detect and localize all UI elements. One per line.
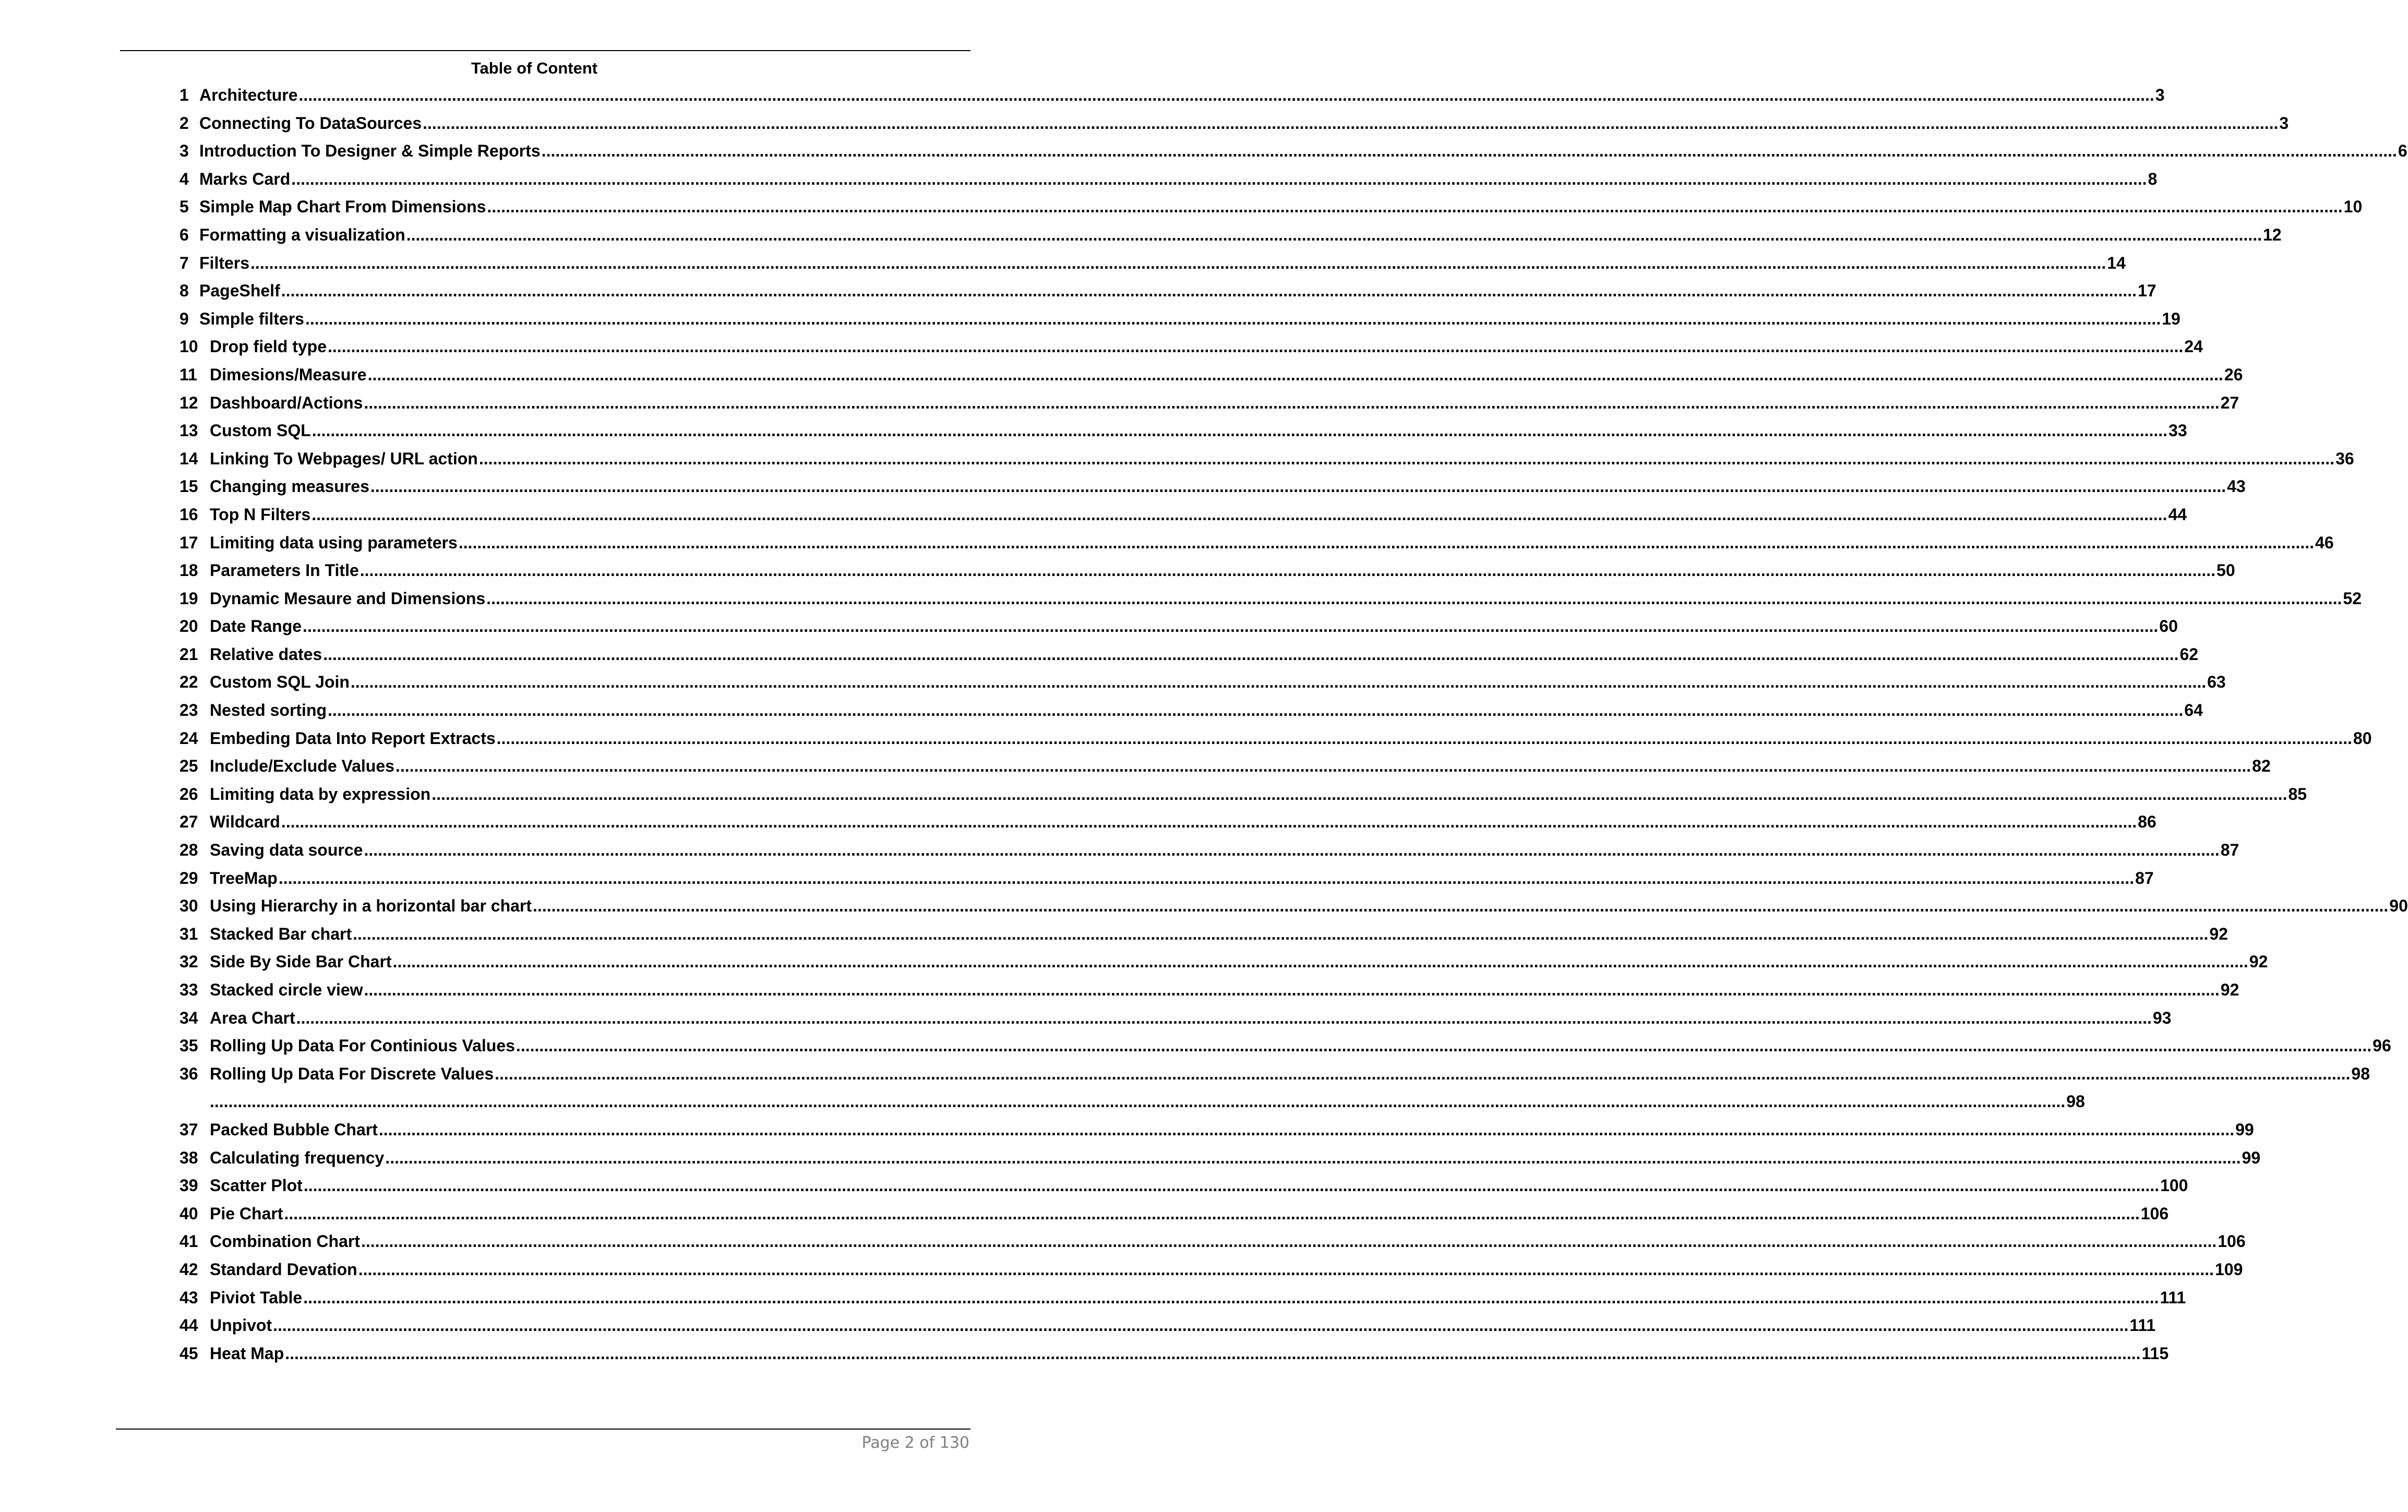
toc-dot-leader: ................................................................................................................................................................................................................................................................................................................................................................................................................ xyxy=(385,1148,2241,1167)
toc-entry[interactable] xyxy=(179,588,2362,616)
toc-entry-title: Piviot Table xyxy=(210,1288,303,1307)
toc-entry-title: Top N Filters xyxy=(210,505,311,524)
toc-dot-leader: ................................................................................................................................................................................................................................................................................................................................................................................................................ xyxy=(370,477,2226,496)
toc-entry[interactable] xyxy=(179,868,2154,896)
toc-entry-page: 96 xyxy=(2373,1036,2391,1055)
toc-entry-title: Custom SQL xyxy=(210,421,311,440)
toc-entry[interactable] xyxy=(179,979,2239,1007)
toc-entry[interactable] xyxy=(179,253,2126,281)
toc-entry-page: 90 xyxy=(2389,896,2408,916)
toc-entry[interactable] xyxy=(179,1119,2254,1147)
toc-entry[interactable] xyxy=(179,951,2268,979)
toc-entry-page: 106 xyxy=(2140,1204,2169,1223)
toc-entry-title: Heat Map xyxy=(210,1343,284,1363)
toc-dot-leader: ................................................................................................................................................................................................................................................................................................................................................................................................................ xyxy=(285,1343,2141,1363)
toc-entry-title: PageShelf xyxy=(199,281,280,301)
toc-dot-leader: ................................................................................................................................................................................................................................................................................................................................................................................................................ xyxy=(281,281,2137,301)
toc-entry[interactable] xyxy=(179,280,2157,308)
toc-entry-page: 86 xyxy=(2138,812,2157,832)
toc-dot-leader: ................................................................................................................................................................................................................................................................................................................................................................................................................ xyxy=(303,1176,2160,1195)
toc-entry-title: Embeding Data Into Report Extracts xyxy=(210,728,496,748)
toc-dot-leader: ................................................................................................................................................................................................................................................................................................................................................................................................................ xyxy=(516,1036,2372,1055)
toc-entry-page: 36 xyxy=(2335,449,2354,468)
toc-entry-number: 6 xyxy=(179,225,189,244)
toc-entry[interactable] xyxy=(179,728,2372,756)
toc-entry-number: 25 xyxy=(179,757,198,776)
toc-entry-title: Limiting data by expression xyxy=(210,784,431,803)
toc-dot-leader: ................................................................................................................................................................................................................................................................................................................................................................................................................ xyxy=(328,701,2184,720)
toc-list xyxy=(179,85,2408,1371)
toc-entry-number: 37 xyxy=(179,1120,198,1139)
toc-entry-page: 99 xyxy=(2235,1120,2254,1139)
toc-entry-number: 31 xyxy=(179,924,198,943)
toc-dot-leader: ................................................................................................................................................................................................................................................................................................................................................................................................................ xyxy=(303,617,2159,636)
toc-entry[interactable] xyxy=(179,196,2363,224)
toc-dot-leader: ................................................................................................................................................................................................................................................................................................................................................................................................................ xyxy=(378,1120,2235,1139)
toc-entry[interactable] xyxy=(179,1007,2172,1036)
footer-rule xyxy=(116,1429,971,1430)
toc-entry-page: 87 xyxy=(2135,868,2154,887)
toc-entry-page: 44 xyxy=(2168,505,2187,524)
toc-entry-title: Dynamic Mesaure and Dimensions xyxy=(210,589,486,608)
toc-entry-page: 106 xyxy=(2218,1232,2246,1251)
toc-entry-title: Marks Card xyxy=(199,169,291,188)
toc-entry-title: Rolling Up Data For Continious Values xyxy=(210,1036,515,1055)
toc-dot-leader: ................................................................................................................................................................................................................................................................................................................................................................................................................ xyxy=(458,533,2315,552)
toc-entry-title: Relative dates xyxy=(210,644,322,664)
toc-entry-page: 46 xyxy=(2315,533,2334,552)
toc-entry[interactable] xyxy=(179,224,2282,253)
toc-dot-leader: ................................................................................................................................................................................................................................................................................................................................................................................................................ xyxy=(432,784,2287,803)
toc-entry-page: 52 xyxy=(2343,589,2362,608)
toc-entry-page: 111 xyxy=(2129,1316,2156,1335)
toc-entry[interactable] xyxy=(179,1259,2243,1287)
toc-entry[interactable] xyxy=(179,1203,2169,1231)
toc-dot-leader: ................................................................................................................................................................................................................................................................................................................................................................................................................ xyxy=(298,86,2154,104)
toc-entry-number: 41 xyxy=(179,1232,198,1251)
toc-entry-number: 8 xyxy=(179,281,189,301)
toc-entry-title: Area Chart xyxy=(210,1008,295,1027)
toc-entry-number: 40 xyxy=(179,1204,198,1223)
toc-dot-leader: ................................................................................................................................................................................................................................................................................................................................................................................................................ xyxy=(406,225,2262,244)
toc-entry-number: 22 xyxy=(179,673,198,692)
toc-entry-page: 99 xyxy=(2242,1148,2261,1167)
toc-entry-number: 17 xyxy=(179,533,198,552)
toc-entry-title: Date Range xyxy=(210,617,302,636)
toc-entry[interactable] xyxy=(179,1091,2085,1119)
toc-entry[interactable] xyxy=(179,644,2199,672)
toc-dot-leader: ................................................................................................................................................................................................................................................................................................................................................................................................................ xyxy=(360,561,2216,580)
toc-entry[interactable] xyxy=(179,1063,2370,1091)
toc-entry-number: 45 xyxy=(179,1343,198,1363)
toc-entry-page: 100 xyxy=(2160,1176,2188,1195)
toc-entry[interactable] xyxy=(179,784,2307,812)
page-number: Page 2 of 130 xyxy=(861,1434,969,1452)
toc-entry-number: 5 xyxy=(179,197,189,217)
toc-entry-page: 115 xyxy=(2141,1343,2169,1363)
toc-dot-leader: ................................................................................................................................................................................................................................................................................................................................................................................................................ xyxy=(364,980,2220,999)
toc-entry-title: Simple filters xyxy=(199,309,304,328)
toc-dot-leader: ................................................................................................................................................................................................................................................................................................................................................................................................................ xyxy=(364,393,2220,412)
toc-dot-leader: ................................................................................................................................................................................................................................................................................................................................................................................................................ xyxy=(395,757,2251,776)
toc-entry-number: 13 xyxy=(179,421,198,440)
toc-entry-page: 109 xyxy=(2214,1259,2243,1279)
toc-entry-title: Architecture xyxy=(199,86,298,104)
toc-dot-leader: ................................................................................................................................................................................................................................................................................................................................................................................................................ xyxy=(291,169,2147,188)
toc-dot-leader: ................................................................................................................................................................................................................................................................................................................................................................................................................ xyxy=(273,1316,2129,1335)
toc-entry-number: 1 xyxy=(179,86,189,104)
toc-entry[interactable] xyxy=(179,420,2187,448)
toc-dot-leader: ................................................................................................................................................................................................................................................................................................................................................................................................................ xyxy=(305,309,2161,328)
toc-entry-page: 10 xyxy=(2343,197,2363,217)
toc-entry[interactable] xyxy=(179,169,2158,197)
toc-entry-title: Stacked circle view xyxy=(210,980,363,999)
toc-entry-title: Custom SQL Join xyxy=(210,673,350,692)
toc-entry-title: Unpivot xyxy=(210,1316,272,1335)
header-rule xyxy=(120,50,971,51)
toc-entry[interactable] xyxy=(179,1343,2169,1371)
toc-entry-page: 87 xyxy=(2220,841,2239,860)
toc-dot-leader: ................................................................................................................................................................................................................................................................................................................................................................................................................ xyxy=(303,1288,2159,1307)
toc-entry[interactable] xyxy=(179,476,2246,504)
toc-entry[interactable] xyxy=(179,811,2157,839)
toc-entry-title: Packed Bubble Chart xyxy=(210,1120,378,1139)
toc-entry-number: 3 xyxy=(179,141,189,161)
toc-dot-leader: ................................................................................................................................................................................................................................................................................................................................................................................................................ xyxy=(364,841,2220,860)
toc-entry-number: 15 xyxy=(179,477,198,496)
toc-dot-leader: ................................................................................................................................................................................................................................................................................................................................................................................................................ xyxy=(478,449,2335,468)
toc-dot-leader: ................................................................................................................................................................................................................................................................................................................................................................................................................ xyxy=(296,1008,2152,1027)
toc-entry-page: 27 xyxy=(2220,393,2239,412)
toc-entry-page: 60 xyxy=(2159,617,2178,636)
toc-entry-number: 33 xyxy=(179,980,198,999)
toc-entry-page: 98 xyxy=(2351,1064,2370,1083)
toc-entry-number: 29 xyxy=(179,868,198,887)
toc-entry-number: 23 xyxy=(179,701,198,720)
toc-entry-title: Side By Side Bar Chart xyxy=(210,952,392,971)
toc-dot-leader: ................................................................................................................................................................................................................................................................................................................................................................................................................ xyxy=(312,505,2167,524)
toc-entry[interactable] xyxy=(179,923,2228,952)
toc-entry-title: Drop field type xyxy=(210,337,327,356)
toc-dot-leader: ................................................................................................................................................................................................................................................................................................................................................................................................................ xyxy=(312,421,2168,440)
toc-entry-page: 3 xyxy=(2155,86,2165,104)
toc-entry-page: 62 xyxy=(2179,644,2199,664)
toc-entry-number: 27 xyxy=(179,812,198,832)
toc-entry-title: Changing measures xyxy=(210,477,369,496)
toc-entry-title: Calculating frequency xyxy=(210,1148,385,1167)
toc-entry-page: 64 xyxy=(2184,701,2203,720)
toc-entry-title: Dashboard/Actions xyxy=(210,393,363,412)
toc-entry-title: Pie Chart xyxy=(210,1204,283,1223)
toc-entry-title: Stacked Bar chart xyxy=(210,924,352,943)
toc-entry-page: 3 xyxy=(2279,113,2289,133)
toc-entry-title: Include/Exclude Values xyxy=(210,757,394,776)
toc-dot-leader: ................................................................................................................................................................................................................................................................................................................................................................................................................ xyxy=(358,1259,2214,1279)
toc-entry-page: 111 xyxy=(2160,1288,2186,1307)
toc-entry[interactable] xyxy=(179,504,2187,532)
toc-dot-leader: ................................................................................................................................................................................................................................................................................................................................................................................................................ xyxy=(323,644,2179,664)
toc-entry-number: 7 xyxy=(179,253,189,272)
toc-dot-leader: ................................................................................................................................................................................................................................................................................................................................................................................................................ xyxy=(496,728,2352,748)
toc-entry-page: 43 xyxy=(2227,477,2246,496)
toc-entry[interactable] xyxy=(179,140,2407,169)
toc-entry[interactable] xyxy=(179,1147,2261,1175)
toc-entry[interactable] xyxy=(179,364,2243,392)
toc-entry-title: Standard Devation xyxy=(210,1259,357,1279)
toc-entry-number: 36 xyxy=(179,1064,198,1083)
toc-dot-leader: ................................................................................................................................................................................................................................................................................................................................................................................................................ xyxy=(392,952,2248,971)
toc-entry-page: 93 xyxy=(2152,1008,2172,1027)
toc-dot-leader: ................................................................................................................................................................................................................................................................................................................................................................................................................ xyxy=(361,1232,2217,1251)
toc-entry-number: 10 xyxy=(179,337,198,356)
toc-entry-page: 85 xyxy=(2288,784,2307,803)
toc-dot-leader: ................................................................................................................................................................................................................................................................................................................................................................................................................ xyxy=(353,924,2209,943)
toc-entry-title: Rolling Up Data For Discrete Values xyxy=(210,1064,494,1083)
toc-entry-title: Parameters In Title xyxy=(210,561,359,580)
toc-dot-leader: ................................................................................................................................................................................................................................................................................................................................................................................................................ xyxy=(486,589,2342,608)
toc-title: Table of Content xyxy=(471,59,598,77)
toc-entry-number: 44 xyxy=(179,1316,198,1335)
toc-entry-page: 6 xyxy=(2398,141,2407,161)
toc-entry[interactable] xyxy=(179,1287,2186,1315)
toc-entry-number: 30 xyxy=(179,896,198,916)
toc-dot-leader: ................................................................................................................................................................................................................................................................................................................................................................................................................ xyxy=(210,1092,2066,1111)
toc-entry[interactable] xyxy=(179,560,2235,588)
toc-dot-leader: ................................................................................................................................................................................................................................................................................................................................................................................................................ xyxy=(495,1064,2351,1083)
toc-entry-title: Formatting a visualization xyxy=(199,225,405,244)
toc-entry-page: 8 xyxy=(2148,169,2158,188)
toc-entry-number: 32 xyxy=(179,952,198,971)
toc-entry-number: 18 xyxy=(179,561,198,580)
toc-entry[interactable] xyxy=(179,532,2334,560)
toc-entry-title: Simple Map Chart From Dimensions xyxy=(199,197,486,217)
toc-entry-title: Introduction To Designer & Simple Reports xyxy=(199,141,541,161)
toc-entry-page: 12 xyxy=(2262,225,2282,244)
toc-entry[interactable] xyxy=(179,1035,2391,1063)
toc-dot-leader: ................................................................................................................................................................................................................................................................................................................................................................................................................ xyxy=(328,337,2184,356)
toc-entry-page: 50 xyxy=(2217,561,2235,580)
toc-entry-number: 14 xyxy=(179,449,198,468)
toc-entry[interactable] xyxy=(179,895,2408,923)
toc-entry-page: 80 xyxy=(2353,728,2372,748)
toc-entry[interactable] xyxy=(179,336,2203,364)
toc-entry-title: Wildcard xyxy=(210,812,280,832)
toc-entry[interactable] xyxy=(179,839,2239,868)
toc-dot-leader: ................................................................................................................................................................................................................................................................................................................................................................................................................ xyxy=(284,1204,2140,1223)
toc-dot-leader: ................................................................................................................................................................................................................................................................................................................................................................................................................ xyxy=(367,365,2223,384)
toc-dot-leader: ................................................................................................................................................................................................................................................................................................................................................................................................................ xyxy=(541,141,2397,161)
toc-entry-title: Saving data source xyxy=(210,841,363,860)
toc-entry-page: 92 xyxy=(2249,952,2268,971)
toc-entry-page: 92 xyxy=(2220,980,2239,999)
toc-entry-page: 98 xyxy=(2066,1092,2085,1111)
toc-entry-title: Dimesions/Measure xyxy=(210,365,367,384)
toc-entry-number: 16 xyxy=(179,505,198,524)
toc-entry-number: 38 xyxy=(179,1148,198,1167)
toc-entry-page: 17 xyxy=(2137,281,2157,301)
toc-entry-title: TreeMap xyxy=(210,868,278,887)
toc-entry-number: 19 xyxy=(179,589,198,608)
toc-entry-number: 4 xyxy=(179,169,189,188)
toc-entry[interactable] xyxy=(179,392,2239,421)
toc-entry-number: 43 xyxy=(179,1288,198,1307)
toc-entry-number: 11 xyxy=(179,365,197,384)
toc-entry-page: 26 xyxy=(2224,365,2243,384)
toc-entry[interactable] xyxy=(179,1315,2156,1343)
toc-entry-number: 39 xyxy=(179,1176,198,1195)
toc-entry-page: 33 xyxy=(2169,421,2187,440)
toc-entry-number: 28 xyxy=(179,841,198,860)
toc-entry-title: Filters xyxy=(199,253,250,272)
toc-entry-page: 63 xyxy=(2207,673,2226,692)
toc-entry[interactable] xyxy=(179,113,2289,141)
toc-entry-page: 19 xyxy=(2162,309,2181,328)
toc-entry-title: Combination Chart xyxy=(210,1232,360,1251)
toc-entry-number: 21 xyxy=(179,644,198,664)
toc-dot-leader: ................................................................................................................................................................................................................................................................................................................................................................................................................ xyxy=(278,868,2135,887)
toc-dot-leader: ................................................................................................................................................................................................................................................................................................................................................................................................................ xyxy=(487,197,2343,217)
toc-entry-title: Nested sorting xyxy=(210,701,327,720)
toc-entry-number: 20 xyxy=(179,617,198,636)
toc-entry-number: 9 xyxy=(179,309,189,328)
toc-entry-number: 24 xyxy=(179,728,198,748)
toc-entry[interactable] xyxy=(179,308,2181,337)
toc-entry-number: 42 xyxy=(179,1259,198,1279)
toc-entry-number: 26 xyxy=(179,784,198,803)
toc-entry-number: 12 xyxy=(179,393,198,412)
toc-entry-title: Limiting data using parameters xyxy=(210,533,458,552)
toc-entry-page: 82 xyxy=(2252,757,2271,776)
toc-dot-leader: ................................................................................................................................................................................................................................................................................................................................................................................................................ xyxy=(423,113,2279,133)
toc-entry[interactable] xyxy=(179,448,2354,476)
toc-entry[interactable] xyxy=(179,616,2178,644)
toc-entry[interactable] xyxy=(179,85,2165,113)
toc-dot-leader: ................................................................................................................................................................................................................................................................................................................................................................................................................ xyxy=(350,673,2207,692)
toc-entry-page: 24 xyxy=(2184,337,2203,356)
toc-entry[interactable] xyxy=(179,1231,2246,1259)
toc-entry-number: 35 xyxy=(179,1036,198,1055)
toc-entry-title: Using Hierarchy in a horizontal bar chart xyxy=(210,896,532,916)
toc-dot-leader: ................................................................................................................................................................................................................................................................................................................................................................................................................ xyxy=(533,896,2389,916)
toc-entry-number: 34 xyxy=(179,1008,198,1027)
toc-entry[interactable] xyxy=(179,671,2226,700)
toc-entry-title: Scatter Plot xyxy=(210,1176,303,1195)
toc-entry-number: 2 xyxy=(179,113,189,133)
toc-entry-page: 92 xyxy=(2209,924,2228,943)
toc-dot-leader: ................................................................................................................................................................................................................................................................................................................................................................................................................ xyxy=(281,812,2137,832)
toc-dot-leader: ................................................................................................................................................................................................................................................................................................................................................................................................................ xyxy=(250,253,2106,272)
toc-entry-title: Linking To Webpages/ URL action xyxy=(210,449,478,468)
toc-entry-page: 14 xyxy=(2107,253,2126,272)
toc-entry[interactable] xyxy=(179,755,2271,784)
toc-entry-title: Connecting To DataSources xyxy=(199,113,422,133)
toc-entry[interactable] xyxy=(179,700,2203,728)
toc-entry[interactable] xyxy=(179,1175,2188,1203)
